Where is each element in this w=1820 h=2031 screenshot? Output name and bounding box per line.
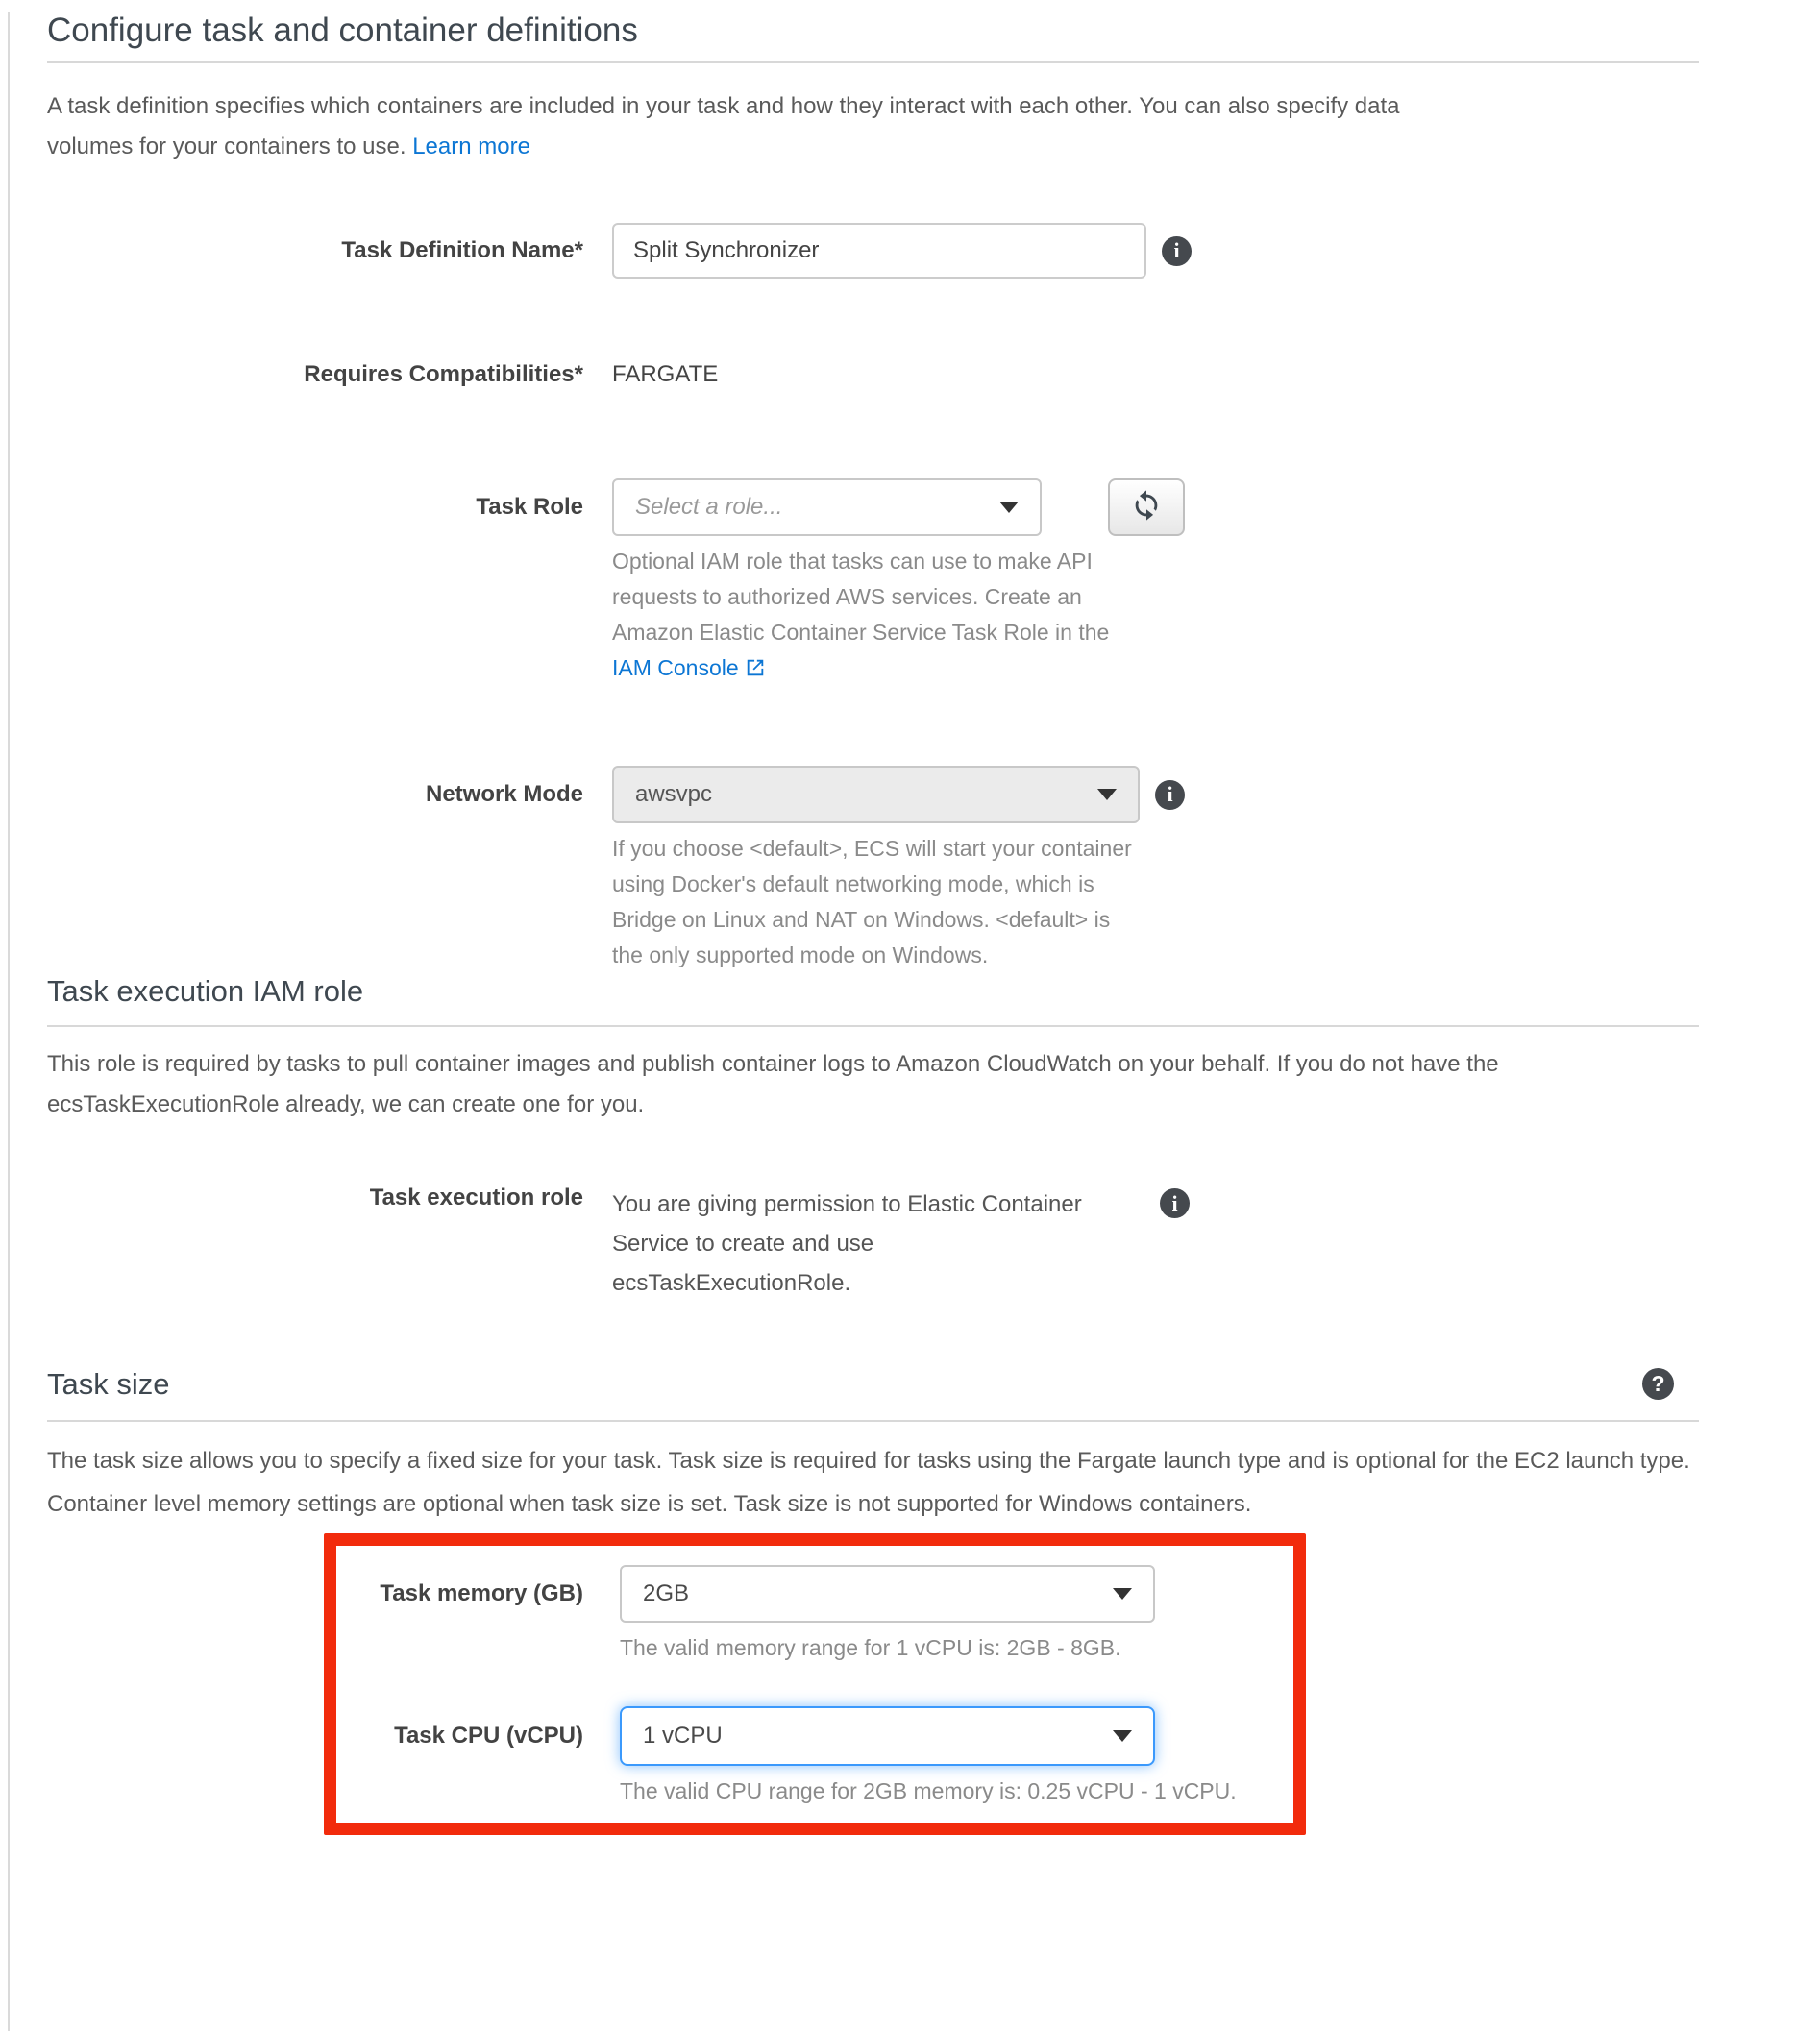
task-role-help xyxy=(612,544,1136,689)
requires-compatibilities-label: Requires Compatibilities* xyxy=(304,361,583,387)
network-mode-select-value: awsvpc xyxy=(635,781,713,807)
task-role-select-value: Select a role... xyxy=(635,494,783,520)
refresh-roles-button[interactable] xyxy=(1108,478,1185,536)
task-cpu-help: The valid CPU range for 2GB memory is: 0.25 vCPU - 1 vCPU. xyxy=(620,1778,1237,1803)
task-size-title: Task size xyxy=(47,1367,170,1401)
task-execution-role-value: You are giving permission to Elastic Container Service to create and use ecsTaskExecutionRole. xyxy=(612,1191,1082,1296)
task-execution-role-row xyxy=(47,1185,1699,1303)
chevron-down-icon xyxy=(1113,1588,1132,1600)
info-icon[interactable]: i xyxy=(1155,780,1185,810)
network-mode-label: Network Mode xyxy=(425,781,583,807)
iam-section-divider xyxy=(47,1025,1699,1027)
chevron-down-icon xyxy=(1113,1730,1132,1742)
iam-console-link[interactable] xyxy=(612,655,766,680)
task-size-description: The task size allows you to specify a fixed size for your task. Task size is required for tasks using the Fargate launch type and is optional for the EC2 launch type. Container level memory settings are optional when task size is set. Task size is not supported for Windows containers. xyxy=(47,1448,1690,1517)
task-role-select[interactable] xyxy=(612,478,1042,536)
info-icon[interactable]: i xyxy=(1160,1188,1190,1218)
task-memory-select-value: 2GB xyxy=(643,1580,690,1606)
task-role-label: Task Role xyxy=(476,494,583,520)
network-mode-help: If you choose <default>, ECS will start your container using Docker's default networking mode, which is Bridge on Linux and NAT on Windows. <default> is the only supported mode on Windows. xyxy=(612,836,1132,967)
requires-compatibilities-value: FARGATE xyxy=(612,361,719,387)
task-execution-role-label: Task execution role xyxy=(369,1185,583,1211)
network-mode-select[interactable] xyxy=(612,766,1140,823)
external-link-icon xyxy=(745,653,766,689)
task-definition-name-row xyxy=(47,223,1699,279)
iam-section-title: Task execution IAM role xyxy=(47,974,364,1008)
page-title: Configure task and container definitions xyxy=(47,12,638,49)
title-divider xyxy=(47,61,1699,63)
chevron-down-icon xyxy=(1097,789,1117,800)
task-memory-label: Task memory (GB) xyxy=(380,1580,583,1606)
task-definition-name-input[interactable] xyxy=(612,223,1146,279)
task-cpu-select[interactable] xyxy=(620,1706,1155,1766)
task-memory-help: The valid memory range for 1 vCPU is: 2GB - 8GB. xyxy=(620,1635,1121,1660)
learn-more-link[interactable]: Learn more xyxy=(412,134,530,159)
panel-left-border xyxy=(8,12,10,2031)
requires-compatibilities-row xyxy=(47,361,1699,388)
page-description xyxy=(47,86,1488,167)
task-cpu-select-value: 1 vCPU xyxy=(643,1723,723,1749)
iam-console-link-label: IAM Console xyxy=(612,655,739,680)
task-size-highlight-box xyxy=(324,1533,1306,1835)
chevron-down-icon xyxy=(999,502,1019,513)
page-description-text: A task definition specifies which containers are included in your task and how they interact with each other. You can also specify data volumes for your containers to use. xyxy=(47,93,1400,159)
task-size-header xyxy=(47,1366,1699,1403)
task-role-row xyxy=(47,478,1699,689)
task-role-help-text: Optional IAM role that tasks can use to make API requests to authorized AWS services. Create an Amazon Elastic Container Service Task Role in the xyxy=(612,549,1110,645)
task-cpu-label: Task CPU (vCPU) xyxy=(394,1723,583,1749)
task-definition-name-label: Task Definition Name* xyxy=(341,237,583,263)
task-cpu-row xyxy=(336,1706,1293,1807)
configure-task-page xyxy=(47,12,1699,1835)
iam-section-description: This role is required by tasks to pull container images and publish container logs to Amazon CloudWatch on your behalf. If you do not have the ecsTaskExecutionRole already, we can create one for you. xyxy=(47,1051,1499,1117)
network-mode-row xyxy=(47,766,1699,973)
refresh-icon xyxy=(1130,489,1163,526)
task-memory-select[interactable] xyxy=(620,1565,1155,1623)
task-size-divider xyxy=(47,1420,1699,1422)
help-question-icon[interactable]: ? xyxy=(1642,1368,1674,1400)
task-memory-row xyxy=(336,1565,1293,1664)
info-icon[interactable]: i xyxy=(1162,236,1192,266)
